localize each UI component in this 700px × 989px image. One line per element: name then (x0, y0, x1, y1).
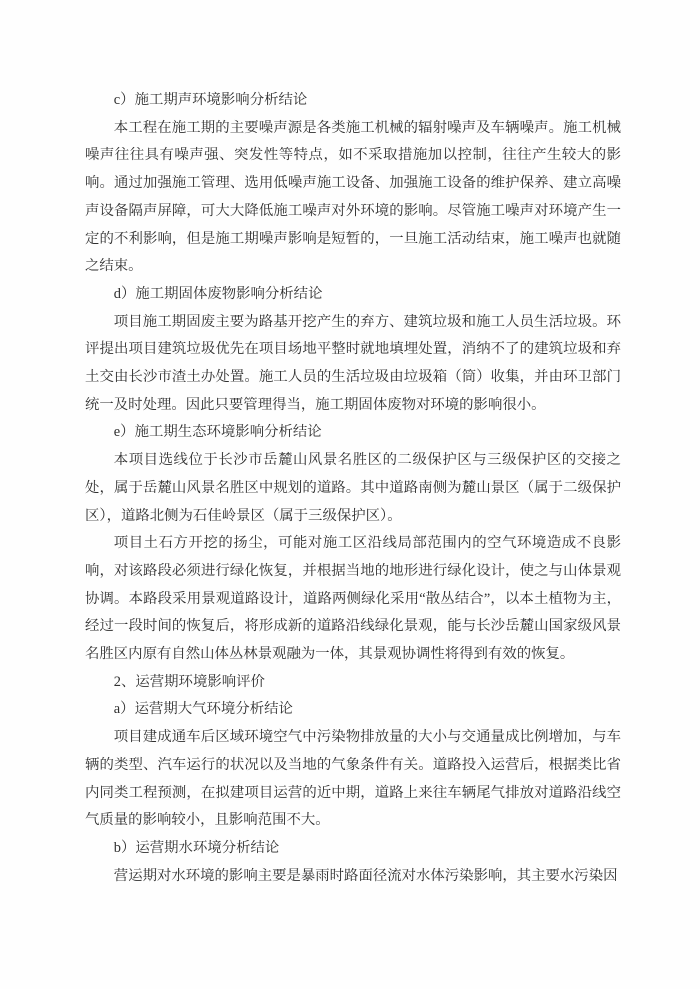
heading-construction-ecology-conclusion: e）施工期生态环境影响分析结论 (113, 424, 322, 441)
heading-construction-solid-waste-conclusion: d）施工期固体废物影响分析结论 (113, 285, 323, 302)
paragraph-operation-air-impact: 项目建成通车后区域环境空气中污染物排放量的大小与交通量成比例增加，与车辆的类型、汽车运行的状况以及当地的气象条件有关。道路投入运营后，根据类比省内同类工程预测，在拟建项目运营的近中期，道路上来往车辆尾气排放对道路沿线空气质量的影响较小，且影响范围不大。 (85, 729, 621, 829)
paragraph-construction-solid-waste: 项目施工期固废主要为路基开挖产生的弃方、建筑垃圾和施工人员生活垃圾。环评提出项目建筑垃圾优先在项目场地平整时就地填埋处置，消纳不了的建筑垃圾和弃土交由长沙市渣土办处置。施工人员的生活垃圾由垃圾箱（筒）收集，并由环卫部门统一及时处理。因此只要管理得当，施工期固体废物对环境的影响很小。 (85, 313, 621, 413)
paragraph-construction-noise: 本工程在施工期的主要噪声源是各类施工机械的辐射噪声及车辆噪声。施工机械噪声往往具有噪声强、突发性等特点，如不采取措施加以控制，往往产生较大的影响。通过加强施工管理、选用低噪声施工设备、加强施工设备的维护保养、建立高噪声设备隔声屏障，可大大降低施工噪声对外环境的影响。尽管施工噪声对环境产生一定的不利影响，但是施工期噪声影响是短暂的，一旦施工活动结束，施工噪声也就随之结束。 (85, 119, 621, 275)
paragraph-operation-water-impact: 营运期对水环境的影响主要是暴雨时路面径流对水体污染影响，其主要水污染因 (113, 867, 618, 884)
heading-operation-period-evaluation: 2、运营期环境影响评价 (113, 673, 265, 690)
heading-operation-water-conclusion: b）运营期水环境分析结论 (113, 839, 280, 856)
paragraph-dust-and-greening-restoration: 项目土石方开挖的扬尘，可能对施工区沿线局部范围内的空气环境造成不良影响，对该路段必须进行绿化恢复，并根据当地的地形进行绿化设计，使之与山体景观协调。本路段采用景观道路设计，道路两侧绿化采用“散丛结合”，以本土植物为主，经过一段时间的恢复后，将形成新的道路沿线绿化景观，能与长沙岳麓山国家级风景名胜区内原有自然山体丛林景观融为一体，其景观协调性将得到有效的恢复。 (85, 535, 621, 663)
document-text-body (85, 87, 621, 890)
heading-operation-air-conclusion: a）运营期大气环境分析结论 (113, 701, 293, 718)
heading-construction-noise-conclusion: c）施工期声环境影响分析结论 (113, 92, 308, 108)
paragraph-route-location-protection-zones: 本项目选线位于长沙市岳麓山风景名胜区的二级保护区与三级保护区的交接之处，属于岳麓山风景名胜区中规划的道路。其中道路南侧为麓山景区（属于二级保护区），道路北侧为石佳岭景区（属于三级保护区）。 (85, 452, 621, 524)
